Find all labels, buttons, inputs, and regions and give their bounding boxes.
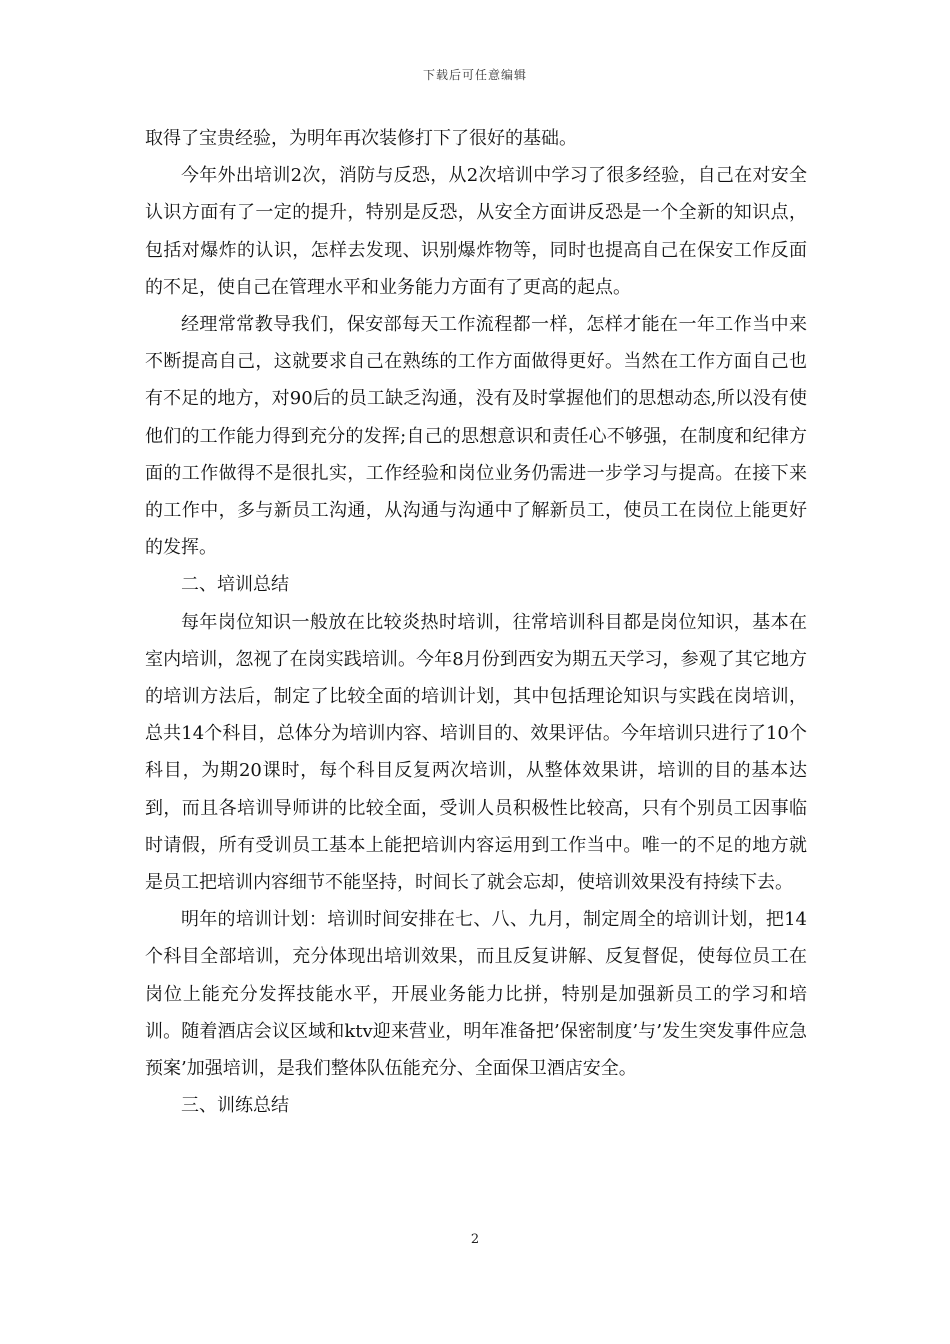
paragraph: 今年外出培训2次，消防与反恐，从2次培训中学习了很多经验，自己在对安全认识方面有了一定的提升，特别是反恐，从安全方面讲反恐是一个全新的知识点，包括对爆炸的认识，怎样去发现、识别爆炸物等，同时也提高自己在保安工作反面的不足，使自己在管理水平和业务能力方面有了更高的起点。: [145, 165, 807, 298]
paragraph: 取得了宝贵经验，为明年再次装修打下了很好的基础。: [145, 128, 577, 149]
document-body: [145, 120, 807, 1124]
paragraph: 经理常常教导我们，保安部每天工作流程都一样，怎样才能在一年工作当中来不断提高自己，这就要求自己在熟练的工作方面做得更好。当然在工作方面自己也有不足的地方，对90后的员工缺乏沟通，没有及时掌握他们的思想动态,所以没有使他们的工作能力得到充分的发挥;自己的思想意识和责任心不够强，在制度和纪律方面的工作做得不是很扎实，工作经验和岗位业务仍需进一步学习与提高。在接下来的工作中，多与新员工沟通，从沟通与沟通中了解新员工，使员工在岗位上能更好的发挥。: [145, 314, 807, 559]
page-number: 2: [470, 1232, 480, 1247]
section-heading: 二、培训总结: [181, 574, 289, 596]
paragraph: 每年岗位知识一般放在比较炎热时培训，往常培训科目都是岗位知识，基本在室内培训，忽视了在岗实践培训。今年8月份到西安为期五天学习，参观了其它地方的培训方法后，制定了比较全面的培训计划，其中包括理论知识与实践在岗培训，总共14个科目，总体分为培训内容、培训目的、效果评估。今年培训只进行了10个科目，为期20课时，每个科目反复两次培训，从整体效果讲，培训的目的基本达到，而且各培训导师讲的比较全面，受训人员积极性比较高，只有个别员工因事临时请假，所有受训员工基本上能把培训内容运用到工作当中。唯一的不足的地方就是员工把培训内容细节不能坚持，时间长了就会忘却，使培训效果没有持续下去。: [145, 611, 807, 894]
paragraph: 明年的培训计划：培训时间安排在七、八、九月，制定周全的培训计划，把14个科目全部培训，充分体现出培训效果，而且反复讲解、反复督促，使每位员工在岗位上能充分发挥技能水平，开展业务能力比拼，特别是加强新员工的学习和培训。随着酒店会议区域和ktv迎来营业，明年准备把’保密制度’与’发生突发事件应急预案’加强培训，是我们整体队伍能充分、全面保卫酒店安全。: [145, 909, 807, 1080]
section-heading: 三、训练总结: [181, 1095, 289, 1117]
page-header: 下载后可任意编辑: [422, 68, 527, 82]
